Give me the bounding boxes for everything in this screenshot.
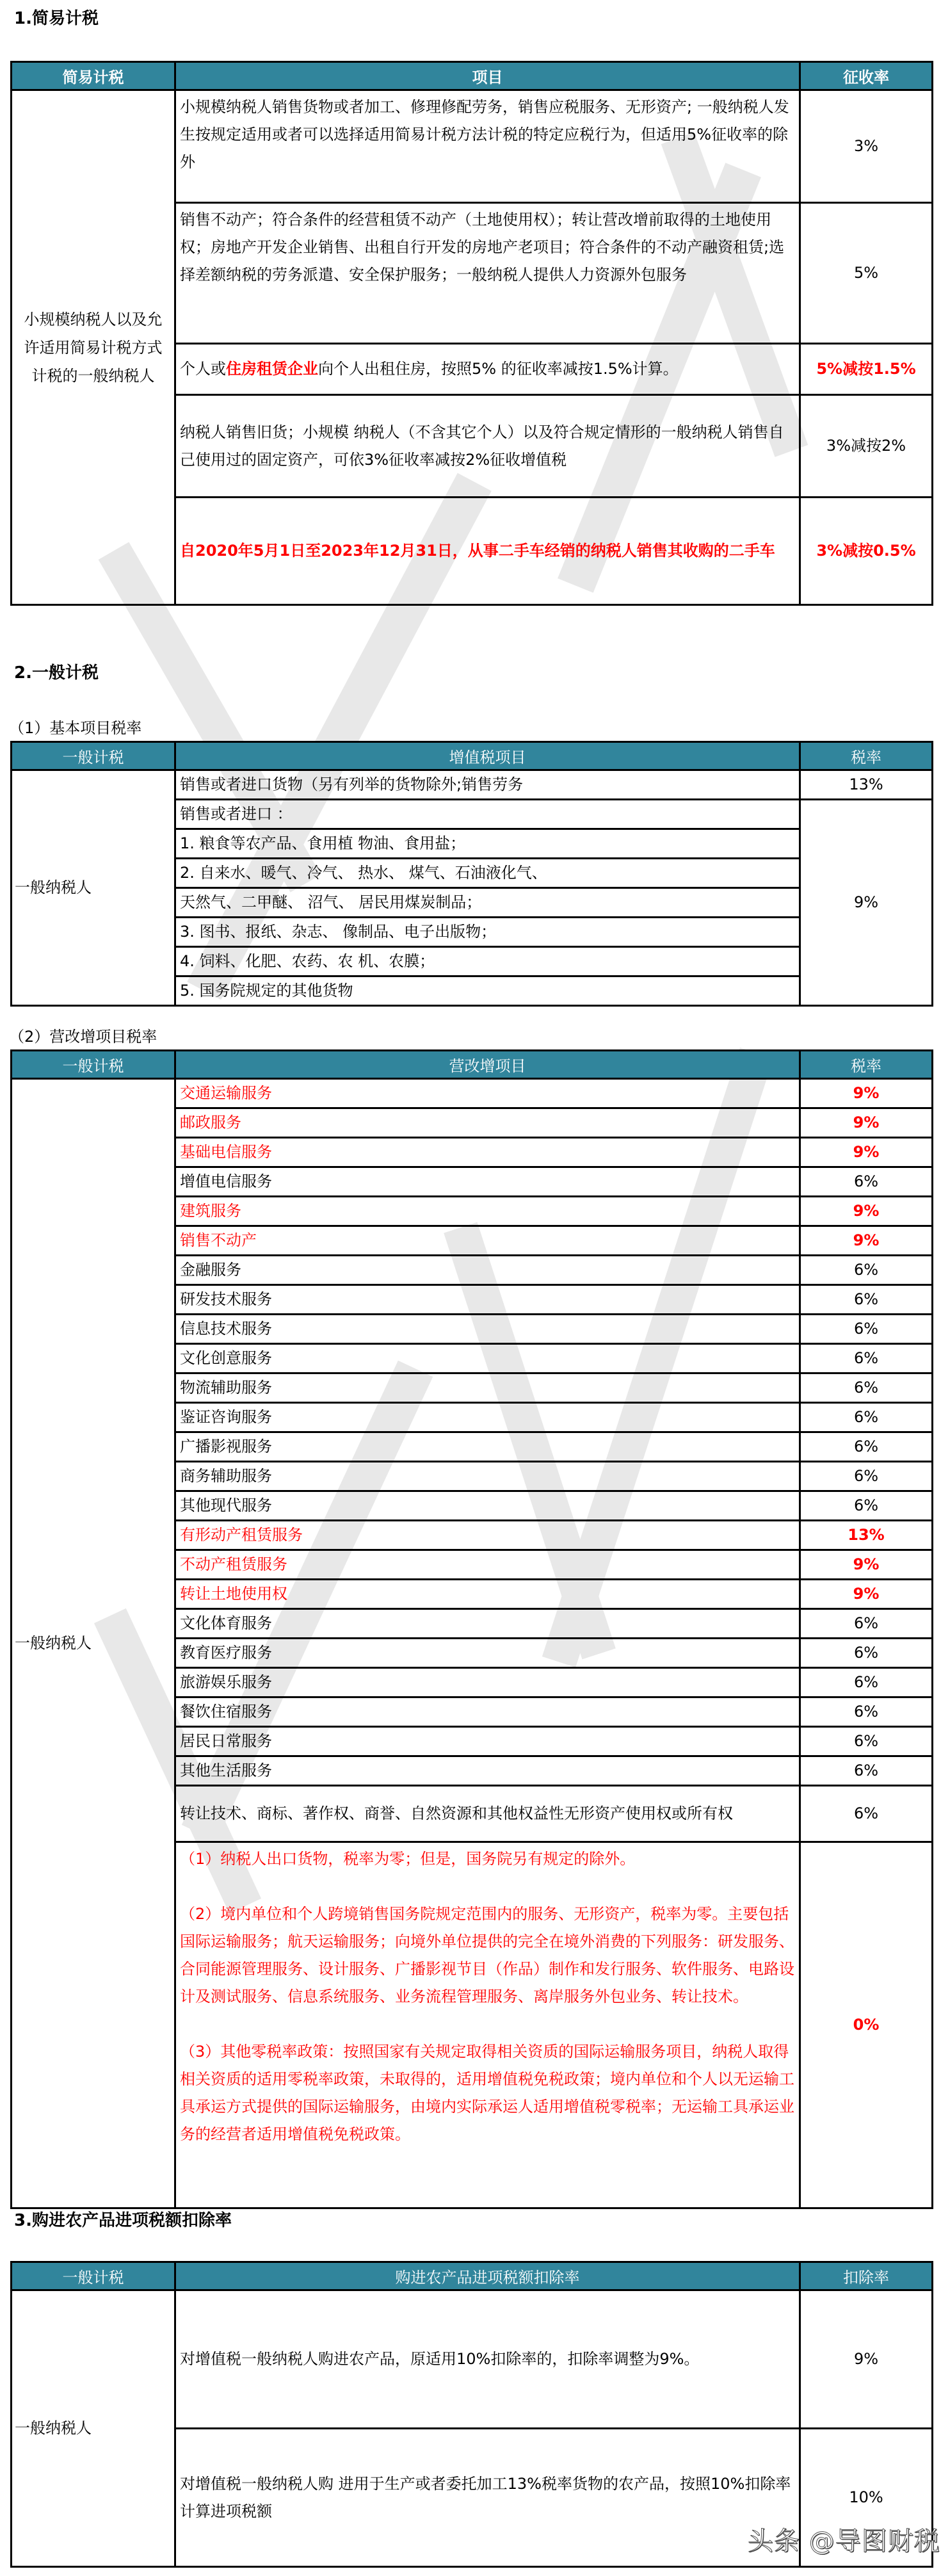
item-text: 信息技术服务	[175, 1315, 800, 1344]
rate-value: 6%	[800, 1727, 933, 1756]
item-text: 商务辅助服务	[175, 1462, 800, 1491]
item-text: 居民日常服务	[175, 1727, 800, 1756]
item-text: 教育医疗服务	[175, 1639, 800, 1668]
item-text: 鉴证咨询服务	[175, 1403, 800, 1432]
item-text: 基础电信服务	[175, 1138, 800, 1167]
rate-value: 6%	[800, 1697, 933, 1727]
rate-value: 9%	[800, 1079, 933, 1108]
item-text: 2. 自来水、暖气、冷气、 热水、 煤气、石油液化气、	[175, 859, 800, 888]
zero-rate-paragraph: （3）其他零税率政策：按照国家有关规定取得相关资质的国际运输服务项目，纳税人取得相关资质的适用零税率政策，未取得的，适用增值税免税政策；境内单位和个人以无运输工具承运方式提供的国际运输服务，由境内实际承运人适用增值税零税率；无运输工具承运业务的经营者适用增值税免税政策。	[180, 2043, 794, 2143]
item-text: 转让土地使用权	[175, 1580, 800, 1609]
item-text: 其他生活服务	[175, 1756, 800, 1786]
rate-value: 5%	[800, 203, 933, 344]
item-text: 建筑服务	[175, 1197, 800, 1226]
column-header-rate: 扣除率	[800, 2262, 933, 2290]
item-text: 文化创意服务	[175, 1344, 800, 1373]
rate-value: 3%减按2%	[800, 395, 933, 498]
rate-value: 6%	[800, 1403, 933, 1432]
rate-value: 5%减按1.5%	[800, 344, 933, 395]
item-text: 对增值税一般纳税人购进农产品，原适用10%扣除率的，扣除率调整为9%。	[175, 2290, 800, 2429]
rate-value: 13%	[800, 770, 933, 800]
rate-value: 10%	[800, 2429, 933, 2567]
rate-value: 9%	[800, 1138, 933, 1167]
agri-deduction-table	[10, 2261, 933, 2568]
item-text: 广播影视服务	[175, 1432, 800, 1462]
vat-reform-rows	[12, 1079, 933, 2208]
item-text: 5. 国务院规定的其他货物	[175, 976, 800, 1006]
rate-value: 6%	[800, 1609, 933, 1639]
rate-value: 9%	[800, 1197, 933, 1226]
item-text: 销售不动产	[175, 1226, 800, 1256]
column-header-method: 一般计税	[12, 742, 175, 770]
rate-value: 3%减按0.5%	[800, 498, 933, 605]
item-text: 销售或者进口货物（另有列举的货物除外;销售劳务	[175, 770, 800, 800]
rate-value: 6%	[800, 1285, 933, 1315]
rate-value: 9%	[800, 800, 933, 1006]
zero-rate-paragraph: （2）境内单位和个人跨境销售国务院规定范围内的服务、无形资产，税率为零。主要包括国际运输服务；航天运输服务；向境外单位提供的完全在境外消费的下列服务：研发服务、合同能源管理服务、设计服务、广播影视节目（作品）制作和发行服务、软件服务、电路设计及测试服务、信息系统服务、业务流程管理服务、离岸服务外包业务、转让技术。	[180, 1905, 794, 2005]
table-row	[12, 770, 933, 800]
item-text: 金融服务	[175, 1256, 800, 1285]
table-row	[12, 90, 933, 203]
taxpayer-category: 一般纳税人	[12, 770, 175, 1006]
rate-value: 3%	[800, 90, 933, 203]
item-text: 1. 粮食等农产品、食用植 物油、食用盐；	[175, 829, 800, 859]
column-header-item: 项目	[175, 62, 800, 90]
rate-value: 9%	[800, 1550, 933, 1580]
subsection-1-title: （1）基本项目税率	[9, 719, 142, 737]
column-header-rate: 税率	[800, 742, 933, 770]
item-text: 天然气、二甲醚、 沼气、 居民用煤炭制品；	[175, 888, 800, 918]
column-header-item: 购进农产品进项税额扣除率	[175, 2262, 800, 2290]
item-text: 旅游娱乐服务	[175, 1668, 800, 1697]
rate-value: 6%	[800, 1373, 933, 1403]
item-text: 转让技术、商标、著作权、商誉、自然资源和其他权益性无形资产使用权或所有权	[175, 1786, 800, 1842]
item-text: 交通运输服务	[175, 1079, 800, 1108]
section-2-title: 2.一般计税	[14, 663, 99, 683]
paragraph-gap	[180, 1873, 795, 1900]
basic-rate-table	[10, 741, 933, 1007]
item-text-highlight: 住房租赁企业	[226, 360, 318, 378]
column-header-method: 一般计税	[12, 2262, 175, 2290]
column-header-item: 营改增项目	[175, 1051, 800, 1079]
item-text: 不动产租赁服务	[175, 1550, 800, 1580]
item-text-suffix: 向个人出租住房，按照5% 的征收率减按1.5%计算。	[318, 360, 679, 378]
column-header-method: 一般计税	[12, 1051, 175, 1079]
item-text: 小规模纳税人销售货物或者加工、修理修配劳务，销售应税服务、无形资产; 一般纳税人发生按规定适用或者可以选择适用简易计税方法计税的特定应税行为，但适用5%征收率的除外	[175, 90, 800, 203]
column-header-rate: 征收率	[800, 62, 933, 90]
item-text: 邮政服务	[175, 1108, 800, 1138]
column-header-method: 简易计税	[12, 62, 175, 90]
section-1-title: 1.简易计税	[14, 9, 99, 28]
author-credit-watermark: 头条 @导图财税	[748, 2527, 940, 2556]
rate-value: 6%	[800, 1756, 933, 1786]
zero-rate-paragraph: （1）纳税人出口货物，税率为零；但是，国务院另有规定的除外。	[180, 1850, 636, 1868]
simple-tax-table	[10, 61, 933, 606]
rate-value: 0%	[800, 1842, 933, 2208]
zero-rate-policies	[175, 1842, 800, 2208]
rate-value: 6%	[800, 1344, 933, 1373]
item-text: 自2020年5月1日至2023年12月31日，从事二手车经销的纳税人销售其收购的二手车	[175, 498, 800, 605]
rate-value: 6%	[800, 1639, 933, 1668]
item-text-prefix: 个人或	[180, 360, 226, 378]
item-text: 其他现代服务	[175, 1491, 800, 1521]
section-3-title: 3.购进农产品进项税额扣除率	[14, 2211, 232, 2230]
subsection-2-title: （2）营改增项目税率	[9, 1028, 157, 1046]
item-text	[175, 344, 800, 395]
item-text: 销售或者进口 ：	[175, 800, 800, 829]
rate-value: 9%	[800, 1108, 933, 1138]
rate-value: 6%	[800, 1167, 933, 1197]
paragraph-gap	[180, 2011, 795, 2038]
table-row	[12, 2290, 933, 2429]
rate-value: 6%	[800, 1462, 933, 1491]
item-text: 销售不动产；符合条件的经营租赁不动产（土地使用权）；转让营改增前取得的土地使用权；房地产开发企业销售、出租自行开发的房地产老项目；符合条件的不动产融资租赁;选择差额纳税的劳务派遣、安全保护服务；一般纳税人提供人力资源外包服务	[175, 203, 800, 344]
taxpayer-category: 一般纳税人	[12, 2290, 175, 2567]
rate-value: 6%	[800, 1315, 933, 1344]
column-header-item: 增值税项目	[175, 742, 800, 770]
rate-value: 9%	[800, 1580, 933, 1609]
item-text: 有形动产租赁服务	[175, 1521, 800, 1550]
rate-value: 6%	[800, 1432, 933, 1462]
item-text: 4. 饲料、化肥、农药、农 机、农膜；	[175, 947, 800, 976]
rate-value: 13%	[800, 1521, 933, 1550]
vat-reform-rate-table	[10, 1049, 933, 2209]
rate-value: 6%	[800, 1786, 933, 1842]
item-text: 纳税人销售旧货；小规模 纳税人（不含其它个人）以及符合规定情形的一般纳税人销售自己使用过的固定资产，可依3%征收率减按2%征收增值税	[175, 395, 800, 498]
item-text: 文化体育服务	[175, 1609, 800, 1639]
taxpayer-category: 小规模纳税人以及允许适用简易计税方式计税的一般纳税人	[12, 90, 175, 605]
item-text: 物流辅助服务	[175, 1373, 800, 1403]
taxpayer-category: 一般纳税人	[12, 1079, 175, 2208]
item-text: 3. 图书、报纸、杂志、 像制品、电子出版物；	[175, 918, 800, 947]
rate-value: 6%	[800, 1491, 933, 1521]
item-text: 增值电信服务	[175, 1167, 800, 1197]
rate-value: 6%	[800, 1256, 933, 1285]
item-text: 餐饮住宿服务	[175, 1697, 800, 1727]
table-row	[12, 1079, 933, 1108]
item-text: 研发技术服务	[175, 1285, 800, 1315]
rate-value: 6%	[800, 1668, 933, 1697]
item-text: 对增值税一般纳税人购 进用于生产或者委托加工13%税率货物的农产品，按照10%扣除率计算进项税额	[175, 2429, 800, 2567]
column-header-rate: 税率	[800, 1051, 933, 1079]
rate-value: 9%	[800, 2290, 933, 2429]
rate-value: 9%	[800, 1226, 933, 1256]
